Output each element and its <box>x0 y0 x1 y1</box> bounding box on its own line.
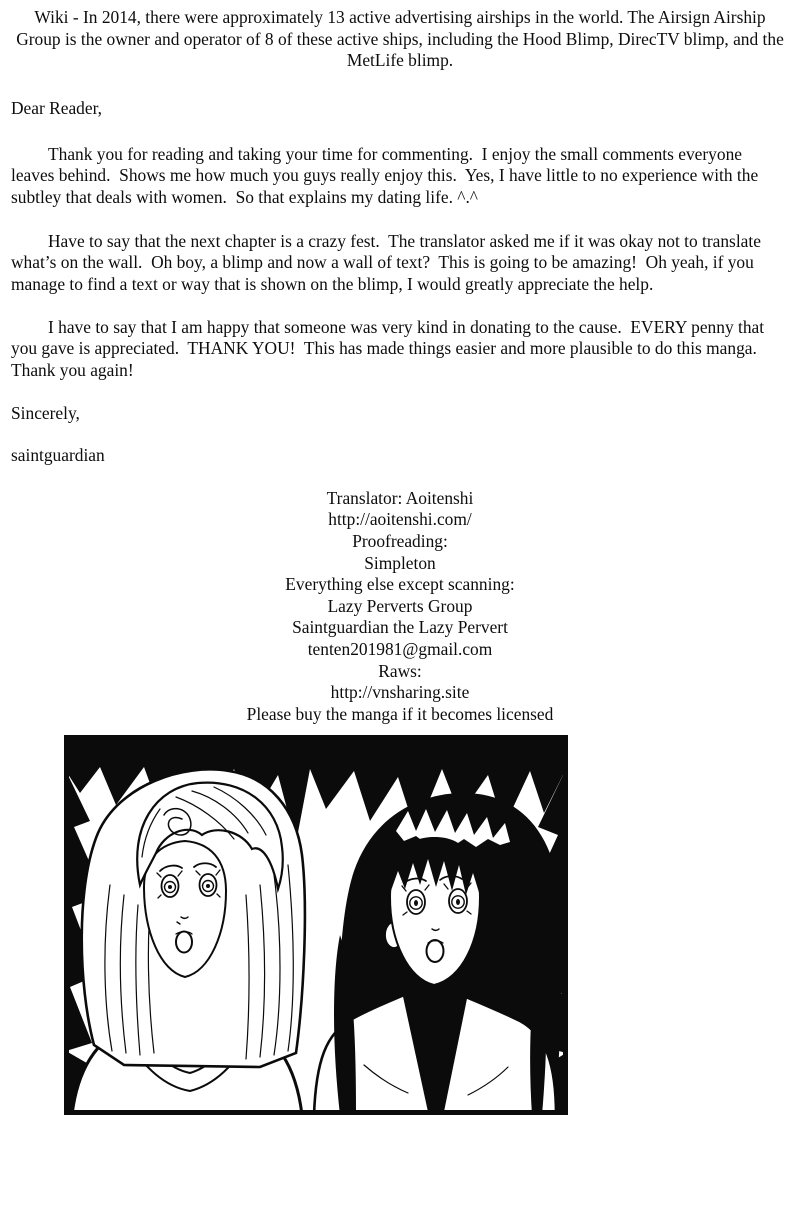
letter-paragraph-2: Have to say that the next chapter is a crazy fest. The translator asked me if it was okay not to translate what’s on the wall. Oh boy, a blimp and now a wall of text? This is going to be amazing! Oh yeah, if you manage to find a text or way that is shown on the blimp, I would greatly appreciate the help. <box>11 230 766 294</box>
letter-paragraph-1: Thank you for reading and taking your time for commenting. I enjoy the small comments everyone leaves behind. Shows me how much you guys really enjoy this. Yes, I have little to no experience with the subtley that deals with women. So that explains my dating life. ^.^ <box>11 143 763 207</box>
group-name: Lazy Perverts Group <box>327 595 473 616</box>
proofreading-label: Proofreading: <box>352 530 448 551</box>
manga-panel-image <box>64 735 568 1115</box>
credits-block <box>0 488 800 726</box>
translator-credit: Translator: Aoitenshi <box>326 487 474 508</box>
license-note: Please buy the manga if it becomes licensed <box>246 703 554 724</box>
everything-else-label: Everything else except scanning: <box>285 574 515 595</box>
salutation: Dear Reader, <box>11 98 103 118</box>
translator-url: http://aoitenshi.com/ <box>328 509 472 530</box>
left-character <box>72 770 305 1116</box>
raws-label: Raws: <box>378 660 422 681</box>
contact-email: tenten201981@gmail.com <box>307 638 493 659</box>
letter-paragraph-3: I have to say that I am happy that someone was very kind in donating to the cause. EVERY penny that you gave is appreciated. THANK YOU! This has made things easier and more plausible to do this manga. Thank you again! <box>11 316 769 380</box>
manga-panel-drawing <box>64 735 568 1115</box>
wiki-note: Wiki - In 2014, there were approximately 13 active advertising airships in the world. The Airsign Airship Group is the owner and operator of 8 of these active ships, including the Hood Blimp, DirecTV blimp, and the MetLife blimp. <box>16 7 789 71</box>
raws-url: http://vnsharing.site <box>330 682 470 703</box>
member-name: Saintguardian the Lazy Pervert <box>292 617 508 638</box>
signature: saintguardian <box>11 445 105 466</box>
scanlation-note-page <box>0 7 800 1207</box>
closing: Sincerely, <box>11 402 80 423</box>
proofreader-name: Simpleton <box>364 552 436 573</box>
